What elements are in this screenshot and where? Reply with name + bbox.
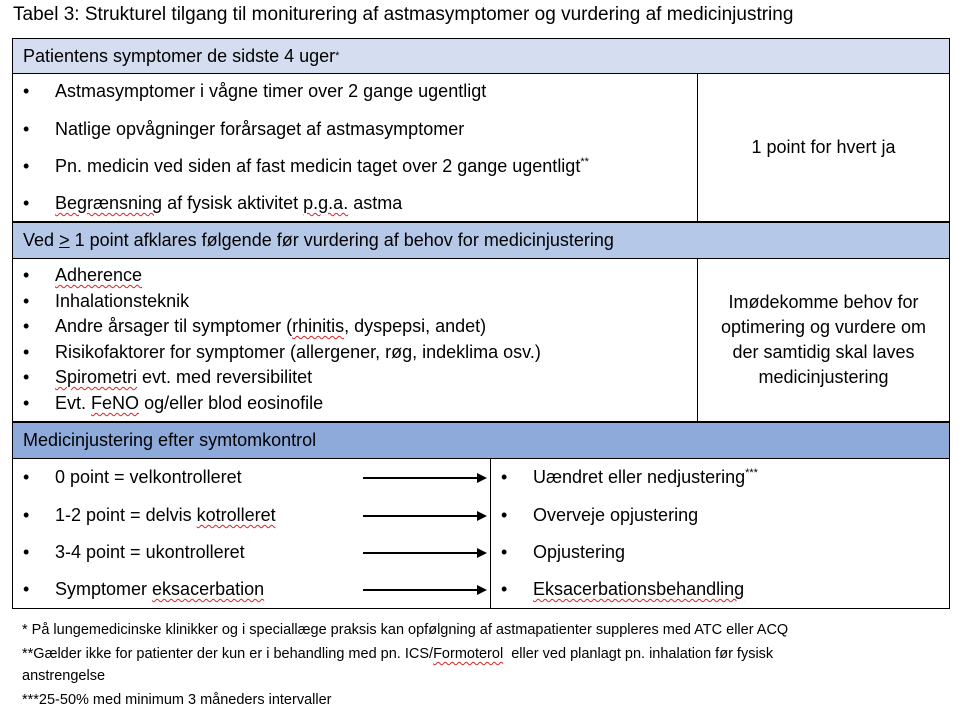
table-title: Tabel 3: Strukturel tilgang til moniturering af astmasymptomer og vurdering af medicinjustring xyxy=(13,4,794,25)
section-clarify-header: Ved > 1 point afklares følgende før vurdering af behov for medicinjustering xyxy=(12,222,950,259)
footnote-2: **Gælder ikke for patienter der kun er i behandling med pn. ICS/Formoterol eller ved planlagt pn. inhalation før fysisk xyxy=(22,646,774,662)
arrow-right-icon xyxy=(363,548,487,558)
optimization-cell xyxy=(697,259,950,422)
points-cell xyxy=(697,74,950,222)
arrow-right-icon xyxy=(363,511,487,521)
section-symptoms-header-text: Patientens symptomer de sidste 4 uger xyxy=(23,45,336,66)
optimization-text: Imødekomme behov for optimering og vurdere om der samtidig skal laves medicinjustering xyxy=(720,292,927,387)
adjustment-action-cell: • Uændret eller nedjustering*** • Overveje opjustering • Opjustering • Eksacerbationsbehandling xyxy=(490,459,950,609)
points-text: 1 point for hvert ja xyxy=(751,137,896,157)
symptoms-list-cell: • Astmasymptomer i vågne timer over 2 gange ugentligt • Natlige opvågninger forårsaget af astmasymptomer • Pn. medicin ved siden af fast medicin taget over 2 gange ugentligt** • Begrænsning af fysisk aktivitet p.g.a. astma xyxy=(12,74,698,222)
footnote-1: * På lungemedicinske klinikker og i speciallæge praksis kan opfølgning af astmapatienter suppleres med ATC eller ACQ xyxy=(22,622,789,638)
arrow-right-icon xyxy=(363,585,487,595)
control-level-cell: • 0 point = velkontrolleret • 1-2 point = delvis kotrolleret • 3-4 point = ukontrolleret • Symptomer eksacerbation xyxy=(12,459,491,609)
footnote-2-cont: anstrengelse xyxy=(22,668,106,684)
section-adjust-header: Medicinjustering efter symtomkontrol xyxy=(12,422,950,459)
clarify-list-cell: • Adherence • Inhalationsteknik • Andre årsager til symptomer (rhinitis, dyspepsi, andet) • Risikofaktorer for symptomer (allergener, røg, indeklima osv.) • Spirometri evt. med reversibilitet • Evt. FeNO og/eller blod eosinofile xyxy=(12,259,698,422)
footnote-3: ***25-50% med minimum 3 måneders intervaller xyxy=(22,692,332,708)
section-symptoms-header: Patientens symptomer de sidste 4 uger * xyxy=(12,38,950,74)
arrow-right-icon xyxy=(363,473,487,483)
